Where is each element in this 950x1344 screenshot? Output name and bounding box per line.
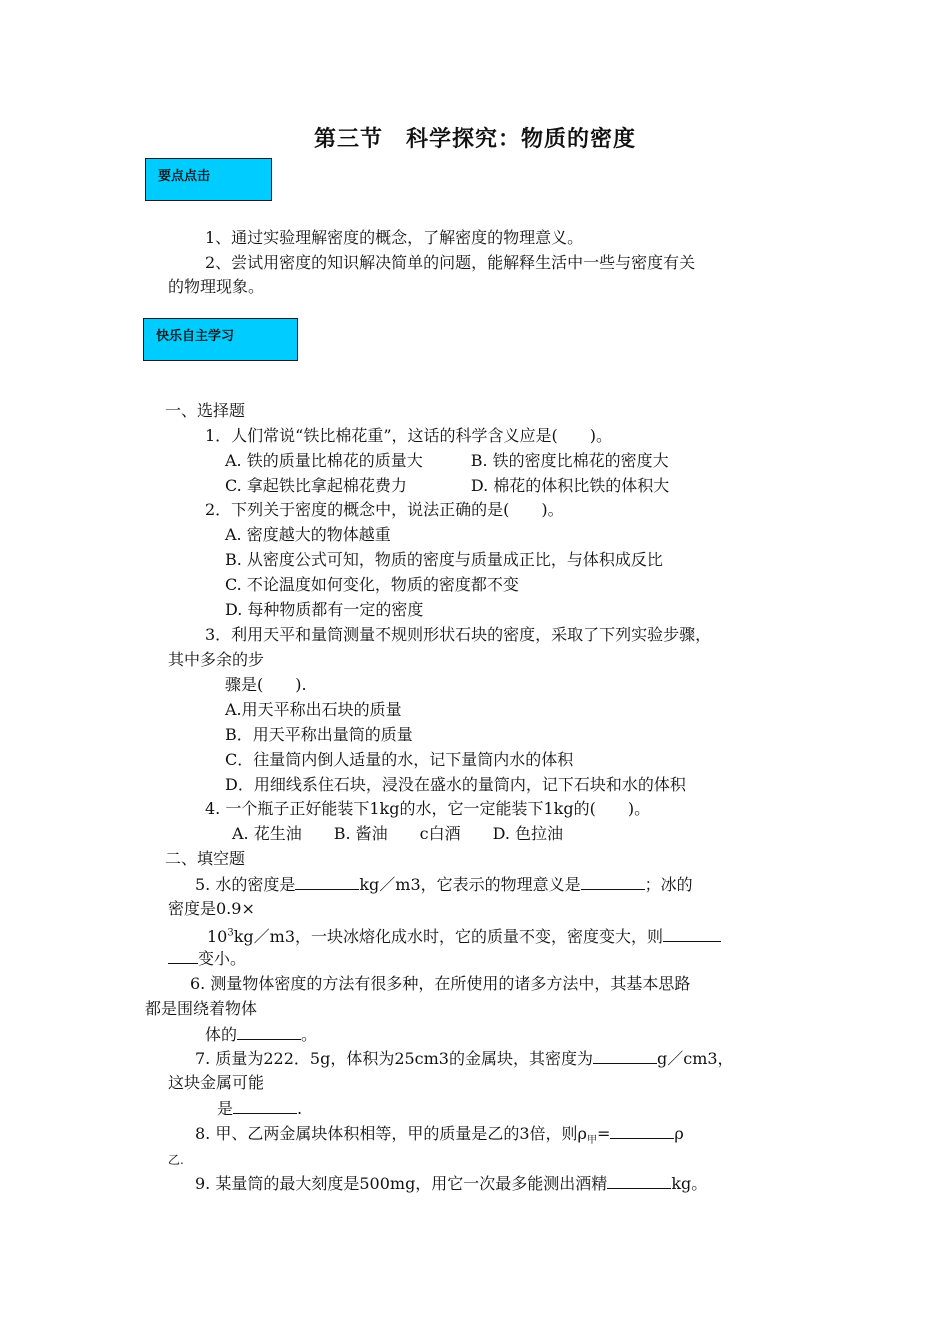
q7-line1 xyxy=(195,1048,734,1069)
q5-text-3: ；冰的 xyxy=(644,875,693,894)
q1-options-row1: A. 铁的质量比棉花的质量大 B. 铁的密度比棉花的密度大 xyxy=(225,451,669,470)
q8-subscript: 甲 xyxy=(586,1135,597,1147)
q8-text-3: ρ xyxy=(674,1124,684,1143)
q7-blank-1 xyxy=(593,1048,657,1064)
q5-text-1: 5. 水的密度是 xyxy=(195,875,296,894)
q7-blank-2 xyxy=(233,1098,297,1114)
q3-stem-line3: 骤是( ). xyxy=(225,675,307,694)
q5-blank-1 xyxy=(295,874,359,890)
q6-text-1: 体的 xyxy=(205,1025,238,1044)
q7-text-1: 7. 质量为222．5g，体积为25cm3的金属块，其密度为 xyxy=(195,1049,593,1068)
q2-stem: 2．下列关于密度的概念中，说法正确的是( )。 xyxy=(205,500,564,519)
q7-line2: 这块金属可能 xyxy=(168,1073,265,1092)
q7-line3 xyxy=(217,1098,302,1119)
q9-line1 xyxy=(195,1173,707,1194)
q8-blank xyxy=(610,1123,674,1139)
part2-title: 二、填空题 xyxy=(165,849,246,868)
q5-text-4: 10 xyxy=(207,927,228,946)
q6-line2: 都是围绕着物体 xyxy=(145,999,258,1018)
q5-text-6: 变小。 xyxy=(198,949,247,968)
q3-stem-line1: 3．利用天平和量筒测量不规则形状石块的密度，采取了下列实验步骤， xyxy=(205,625,712,644)
q8-line1 xyxy=(195,1123,684,1147)
q2-option-c: C. 不论温度如何变化，物质的密度都不变 xyxy=(225,575,519,594)
q2-option-a: A. 密度越大的物体越重 xyxy=(225,525,391,544)
q5-blank-3b xyxy=(168,948,198,964)
key-point-2-cont: 的物理现象。 xyxy=(168,277,265,296)
q5-line1 xyxy=(195,874,693,895)
q4-options: A. 花生油 B. 酱油 c白酒 D. 色拉油 xyxy=(232,824,564,843)
q3-option-a: A.用天平称出石块的质量 xyxy=(225,700,402,719)
q3-option-b: B．用天平称出量筒的质量 xyxy=(225,725,413,744)
q8-line2: 乙. xyxy=(168,1153,184,1167)
q7-text-2: g／cm3， xyxy=(657,1049,734,1068)
q2-option-d: D. 每种物质都有一定的密度 xyxy=(225,600,424,619)
q5-text-2: kg／m3，它表示的物理意义是 xyxy=(359,875,581,894)
q9-text-2: kg。 xyxy=(671,1174,708,1193)
self-study-section-box: 快乐自主学习 xyxy=(143,318,298,361)
q5-text-5: kg／m3，一块冰熔化成水时，它的质量不变，密度变大，则 xyxy=(233,927,664,946)
q4-stem: 4. 一个瓶子正好能装下1kg的水，它一定能装下1kg的( )。 xyxy=(205,799,651,818)
q5-exponent: 3 xyxy=(227,927,234,939)
key-point-2: 2、尝试用密度的知识解决简单的问题，能解释生活中一些与密度有关 xyxy=(205,253,696,272)
q8-text-2: = xyxy=(596,1124,611,1143)
q5-line2: 密度是0.9× xyxy=(168,899,255,918)
q5-line3 xyxy=(207,926,721,947)
q6-line1: 6. 测量物体密度的方法有很多种，在所使用的诸多方法中，其基本思路 xyxy=(190,974,691,993)
q9-text-1: 9. 某量筒的最大刻度是500mg，用它一次最多能测出酒精 xyxy=(195,1174,608,1193)
q7-text-4: . xyxy=(297,1099,303,1118)
q7-text-3: 是 xyxy=(217,1099,234,1118)
q6-line3 xyxy=(205,1024,317,1045)
q3-stem-line2: 其中多余的步 xyxy=(168,650,265,669)
q3-option-c: C．往量筒内倒人适量的水，记下量筒内水的体积 xyxy=(225,750,574,769)
q9-blank xyxy=(607,1173,671,1189)
key-point-1: 1、通过实验理解密度的概念，了解密度的物理意义。 xyxy=(205,228,584,247)
q5-blank-3a xyxy=(663,926,721,942)
q8-text-1: 8. 甲、乙两金属块体积相等，甲的质量是乙的3倍，则ρ xyxy=(195,1124,587,1143)
q5-blank-2 xyxy=(581,874,645,890)
q6-blank xyxy=(237,1024,301,1040)
part1-title: 一、选择题 xyxy=(165,401,246,420)
page-title: 第三节 科学探究：物质的密度 xyxy=(313,127,636,152)
q3-option-d: D．用细线系住石块，浸没在盛水的量筒内，记下石块和水的体积 xyxy=(225,775,686,794)
q6-text-2: 。 xyxy=(301,1025,318,1044)
q1-options-row2: C. 拿起铁比拿起棉花费力 D. 棉花的体积比铁的体积大 xyxy=(225,476,670,495)
q1-stem: 1．人们常说“铁比棉花重”，这话的科学含义应是( )。 xyxy=(205,426,613,445)
q5-line4 xyxy=(168,948,246,969)
q2-option-b: B. 从密度公式可知，物质的密度与质量成正比，与体积成反比 xyxy=(225,550,663,569)
key-points-section-box: 要点点击 xyxy=(145,158,272,201)
